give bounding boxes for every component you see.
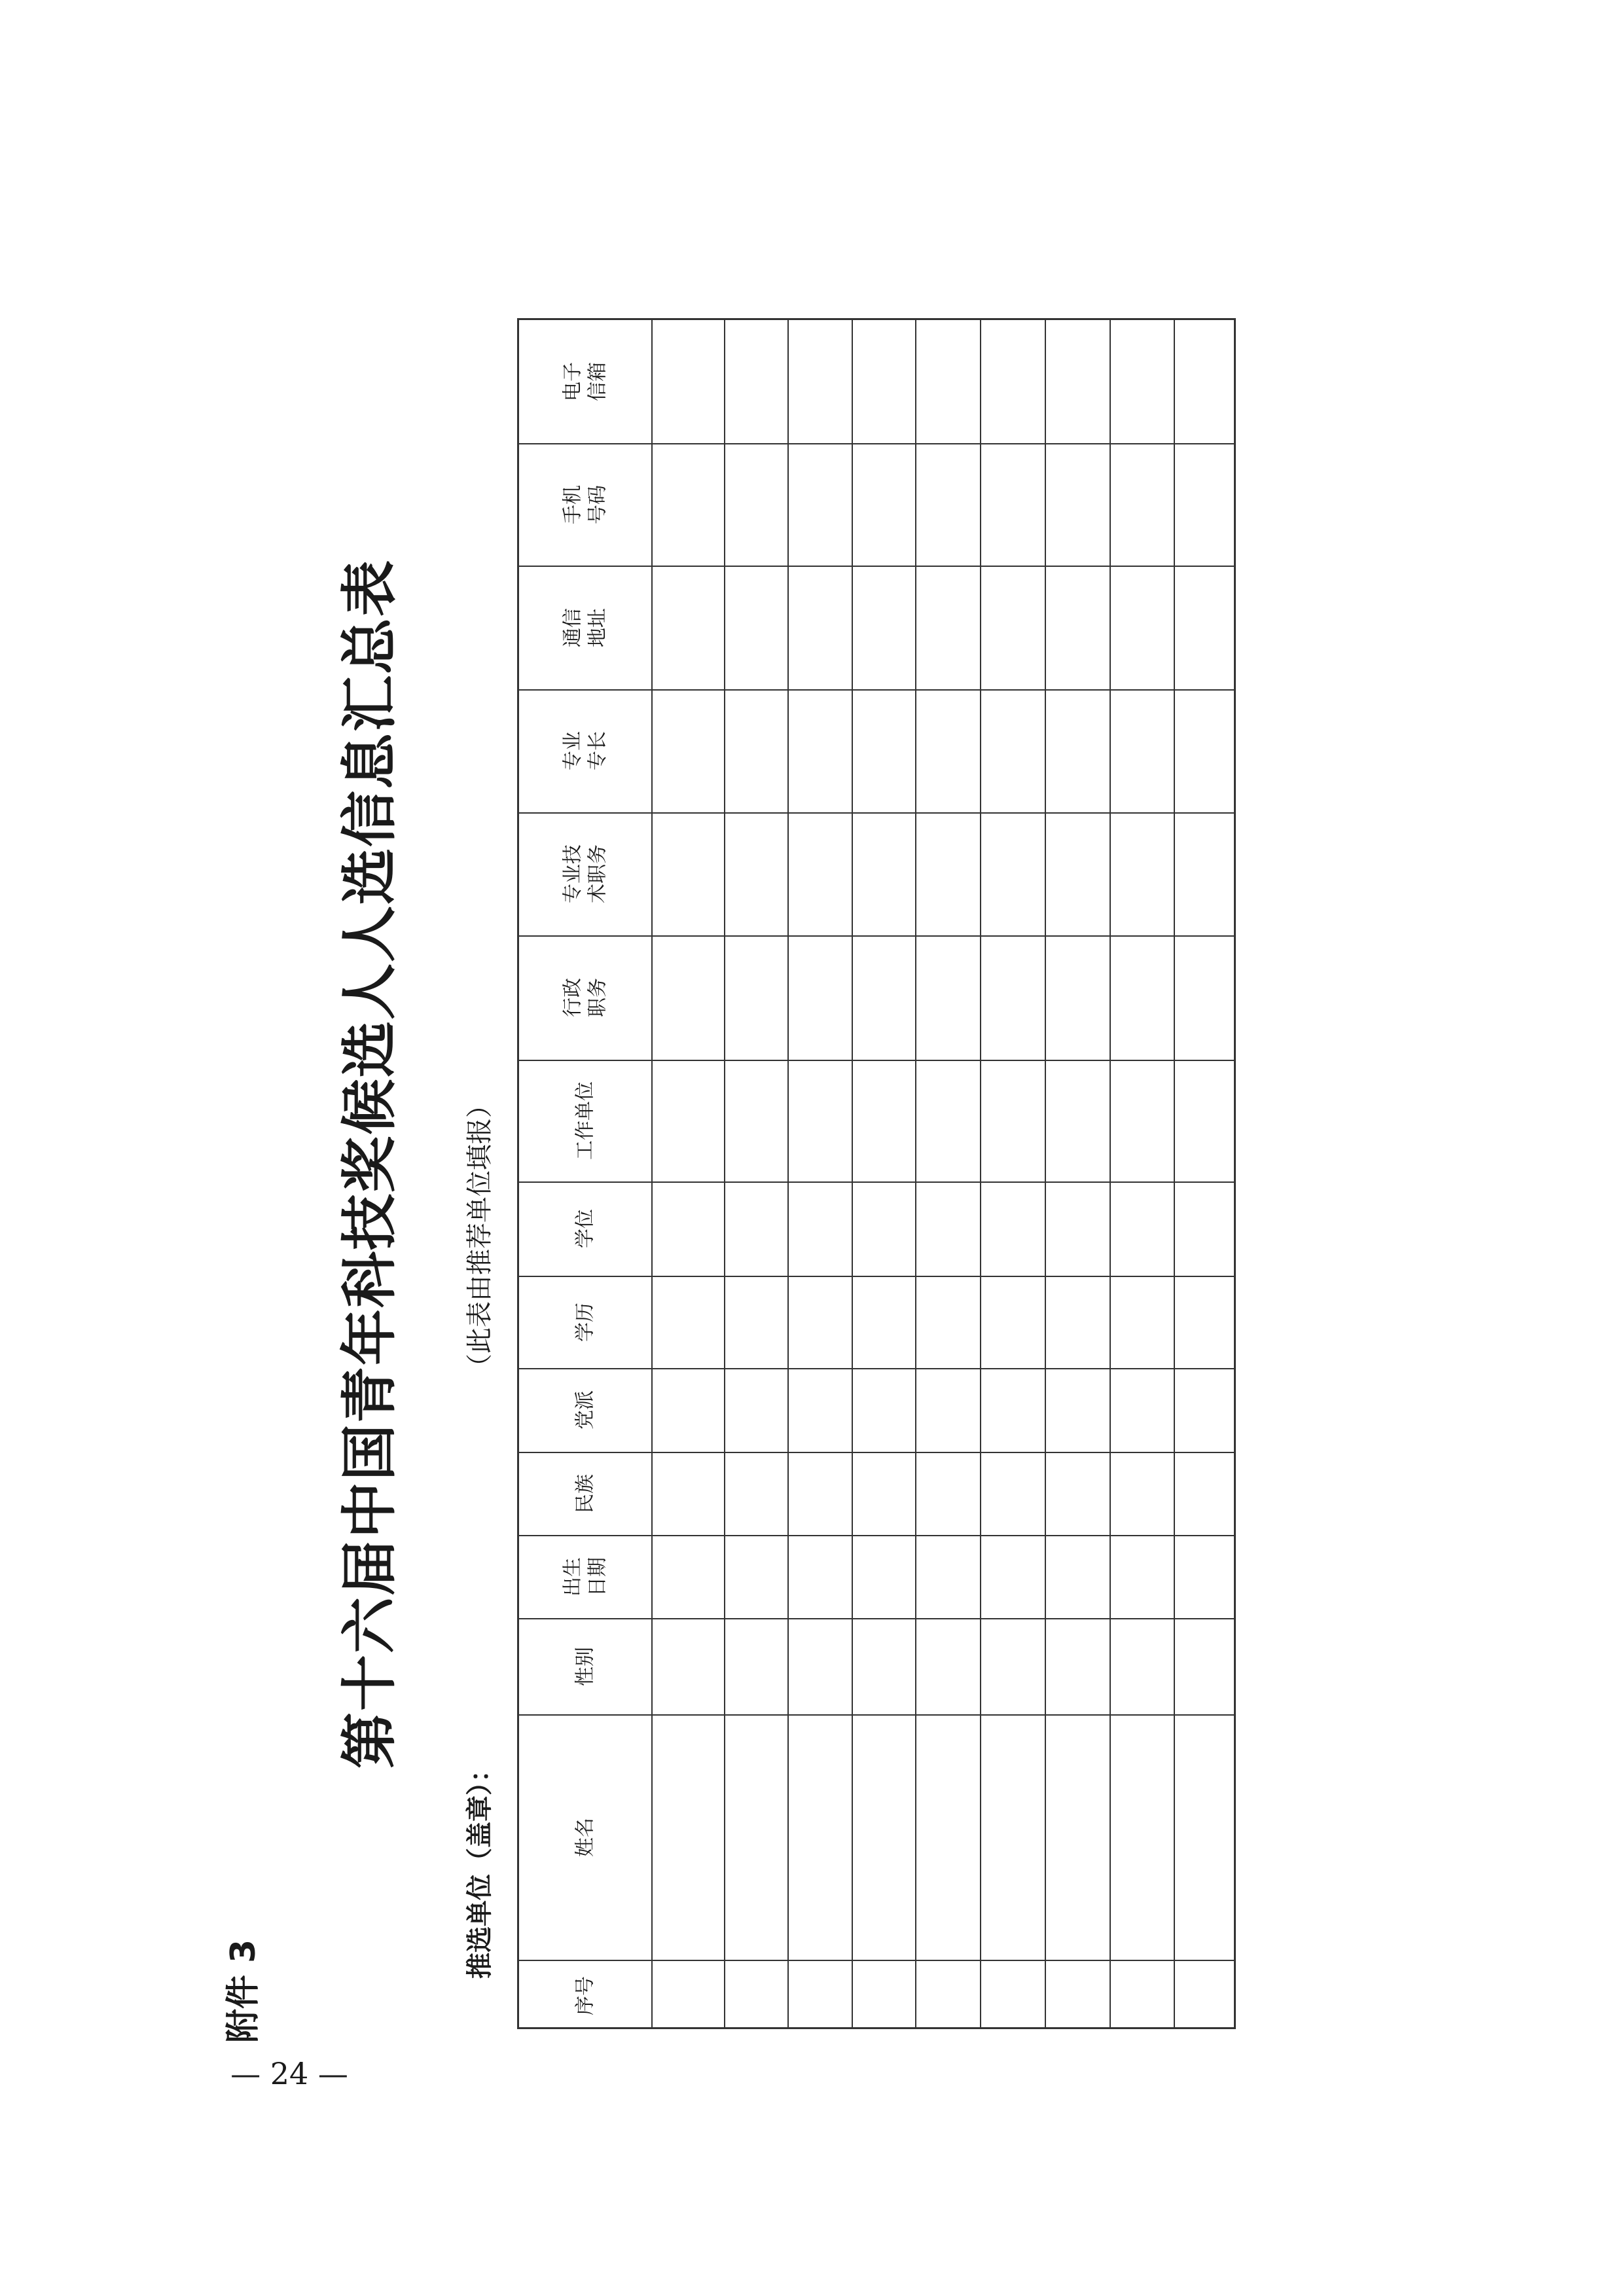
table-cell xyxy=(980,1368,1045,1452)
table-cell xyxy=(1174,443,1238,566)
table-cell xyxy=(980,1618,1045,1714)
table-cell xyxy=(915,1960,980,2031)
table-cell xyxy=(724,1618,787,1714)
table-cell xyxy=(1174,1181,1238,1276)
table-cell xyxy=(787,1276,852,1368)
table-cell xyxy=(787,320,852,443)
table-header-cell: 专业技 术职务 xyxy=(561,844,609,903)
table-cell xyxy=(787,1535,852,1618)
table-cell xyxy=(980,689,1045,812)
table-cell xyxy=(1110,566,1174,689)
table-cell xyxy=(1045,320,1110,443)
table-cell xyxy=(1174,1618,1238,1714)
table-cell xyxy=(651,1368,724,1452)
table-header-cell: 性别 xyxy=(573,1646,597,1686)
candidate-summary-table xyxy=(517,318,1236,2029)
table-cell xyxy=(1045,1181,1110,1276)
table-cell xyxy=(787,443,852,566)
table-cell xyxy=(724,1714,787,1960)
table-cell xyxy=(651,1618,724,1714)
table-cell xyxy=(915,935,980,1060)
table-cell xyxy=(1110,1535,1174,1618)
table-cell xyxy=(651,566,724,689)
table-cell xyxy=(915,1714,980,1960)
table-cell xyxy=(651,320,724,443)
table-cell xyxy=(980,1960,1045,2031)
table-cell xyxy=(980,320,1045,443)
table-cell xyxy=(724,1535,787,1618)
table-cell xyxy=(787,812,852,935)
table-cell xyxy=(915,1452,980,1535)
table-cell xyxy=(1110,1181,1174,1276)
table-cell xyxy=(1110,935,1174,1060)
table-header-cell: 民族 xyxy=(573,1473,597,1513)
table-cell xyxy=(651,1276,724,1368)
table-cell xyxy=(724,1368,787,1452)
table-cell xyxy=(1174,689,1238,812)
table-cell xyxy=(1110,1618,1174,1714)
table-cell xyxy=(915,812,980,935)
table-cell xyxy=(852,1368,915,1452)
table-cell xyxy=(852,812,915,935)
table-header-cell: 学位 xyxy=(573,1209,597,1248)
table-header-cell: 行政 职务 xyxy=(561,978,609,1017)
table-cell xyxy=(852,1181,915,1276)
recommending-unit-label: 推选单位（盖章）： xyxy=(464,1756,495,1979)
form-subtitle: （此表由推荐单位填报） xyxy=(465,1092,495,1380)
table-cell xyxy=(1174,812,1238,935)
table-cell xyxy=(1174,1714,1238,1960)
table-cell xyxy=(651,1181,724,1276)
table-cell xyxy=(1110,1368,1174,1452)
table-cell xyxy=(1110,1276,1174,1368)
table-cell xyxy=(1110,320,1174,443)
table-cell xyxy=(1110,1960,1174,2031)
table-cell xyxy=(724,1181,787,1276)
table-header-cell: 党派 xyxy=(573,1390,597,1430)
table-cell xyxy=(1110,1452,1174,1535)
table-cell xyxy=(787,1060,852,1181)
table-cell xyxy=(1045,1452,1110,1535)
page-number: — 24 — xyxy=(230,2056,348,2091)
table-cell xyxy=(724,1960,787,2031)
table-cell xyxy=(915,1181,980,1276)
table-cell xyxy=(1045,1960,1110,2031)
table-cell xyxy=(1045,689,1110,812)
table-cell xyxy=(980,935,1045,1060)
table-cell xyxy=(1174,320,1238,443)
table-cell xyxy=(980,812,1045,935)
table-cell xyxy=(980,1535,1045,1618)
table-cell xyxy=(724,1452,787,1535)
table-cell xyxy=(1045,935,1110,1060)
table-cell xyxy=(787,1181,852,1276)
table-cell xyxy=(852,1060,915,1181)
table-cell xyxy=(651,935,724,1060)
table-cell xyxy=(915,689,980,812)
table-cell xyxy=(1110,443,1174,566)
table-cell xyxy=(980,1714,1045,1960)
table-header-cell: 序号 xyxy=(573,1975,597,2015)
table-cell xyxy=(724,443,787,566)
table-cell xyxy=(651,1714,724,1960)
table-cell xyxy=(915,1276,980,1368)
table-cell xyxy=(651,1960,724,2031)
table-cell xyxy=(852,1960,915,2031)
table-cell xyxy=(1110,1714,1174,1960)
table-cell xyxy=(915,566,980,689)
table-cell xyxy=(651,812,724,935)
table-cell xyxy=(852,1535,915,1618)
table-cell xyxy=(1045,1618,1110,1714)
table-cell xyxy=(724,689,787,812)
table-cell xyxy=(1174,1535,1238,1618)
table-cell xyxy=(1174,1060,1238,1181)
table-cell xyxy=(915,1368,980,1452)
table-cell xyxy=(787,1368,852,1452)
table-cell xyxy=(787,1618,852,1714)
table-cell xyxy=(651,689,724,812)
table-cell xyxy=(980,1452,1045,1535)
table-cell xyxy=(1110,812,1174,935)
table-cell xyxy=(915,1618,980,1714)
table-cell xyxy=(787,566,852,689)
table-cell xyxy=(915,1535,980,1618)
table-cell xyxy=(852,935,915,1060)
table-cell xyxy=(1110,689,1174,812)
table-cell xyxy=(1045,1368,1110,1452)
table-cell xyxy=(651,1535,724,1618)
table-header-cell: 工作单位 xyxy=(573,1081,597,1160)
table-cell xyxy=(1045,1535,1110,1618)
table-cell xyxy=(1045,1276,1110,1368)
table-cell xyxy=(1045,566,1110,689)
table-header-cell: 通信 地址 xyxy=(561,607,609,647)
table-cell xyxy=(724,935,787,1060)
table-cell xyxy=(852,566,915,689)
table-cell xyxy=(787,1452,852,1535)
table-cell xyxy=(1045,812,1110,935)
table-cell xyxy=(787,935,852,1060)
table-cell xyxy=(724,566,787,689)
table-cell xyxy=(852,1714,915,1960)
table-cell xyxy=(651,1060,724,1181)
table-header-cell: 电子 信箱 xyxy=(561,362,609,401)
table-cell xyxy=(724,1060,787,1181)
page-title: 第十六届中国青年科技奖候选人人选信息汇总表 xyxy=(336,559,403,1769)
table-header-cell: 出生 日期 xyxy=(561,1557,609,1596)
table-cell xyxy=(724,1276,787,1368)
table-cell xyxy=(852,1276,915,1368)
table-cell xyxy=(980,1181,1045,1276)
table-cell xyxy=(1174,1452,1238,1535)
table-cell xyxy=(852,1618,915,1714)
table-cell xyxy=(852,689,915,812)
table-cell xyxy=(1045,1714,1110,1960)
table-cell xyxy=(915,443,980,566)
table-cell xyxy=(787,1714,852,1960)
table-cell xyxy=(651,1452,724,1535)
attachment-label: 附件 3 xyxy=(224,1939,263,2044)
table-cell xyxy=(852,443,915,566)
table-cell xyxy=(1174,1276,1238,1368)
table-cell xyxy=(1174,566,1238,689)
table-cell xyxy=(651,443,724,566)
table-cell xyxy=(980,1276,1045,1368)
table-cell xyxy=(915,1060,980,1181)
table-header-cell: 学历 xyxy=(573,1302,597,1342)
table-header-cell: 专业 专长 xyxy=(561,731,609,770)
table-cell xyxy=(852,1452,915,1535)
table-cell xyxy=(980,1060,1045,1181)
table-cell xyxy=(1174,935,1238,1060)
table-cell xyxy=(787,1960,852,2031)
table-cell xyxy=(787,689,852,812)
table-cell xyxy=(724,812,787,935)
table-cell xyxy=(852,320,915,443)
table-cell xyxy=(915,320,980,443)
table-cell xyxy=(724,320,787,443)
table-cell xyxy=(1174,1960,1238,2031)
table-header-cell: 手机 号码 xyxy=(561,484,609,524)
table-cell xyxy=(980,566,1045,689)
table-cell xyxy=(980,443,1045,566)
table-header-cell: 姓名 xyxy=(573,1817,597,1857)
table-cell xyxy=(1045,1060,1110,1181)
table-cell xyxy=(1174,1368,1238,1452)
table-cell xyxy=(1110,1060,1174,1181)
table-cell xyxy=(1045,443,1110,566)
